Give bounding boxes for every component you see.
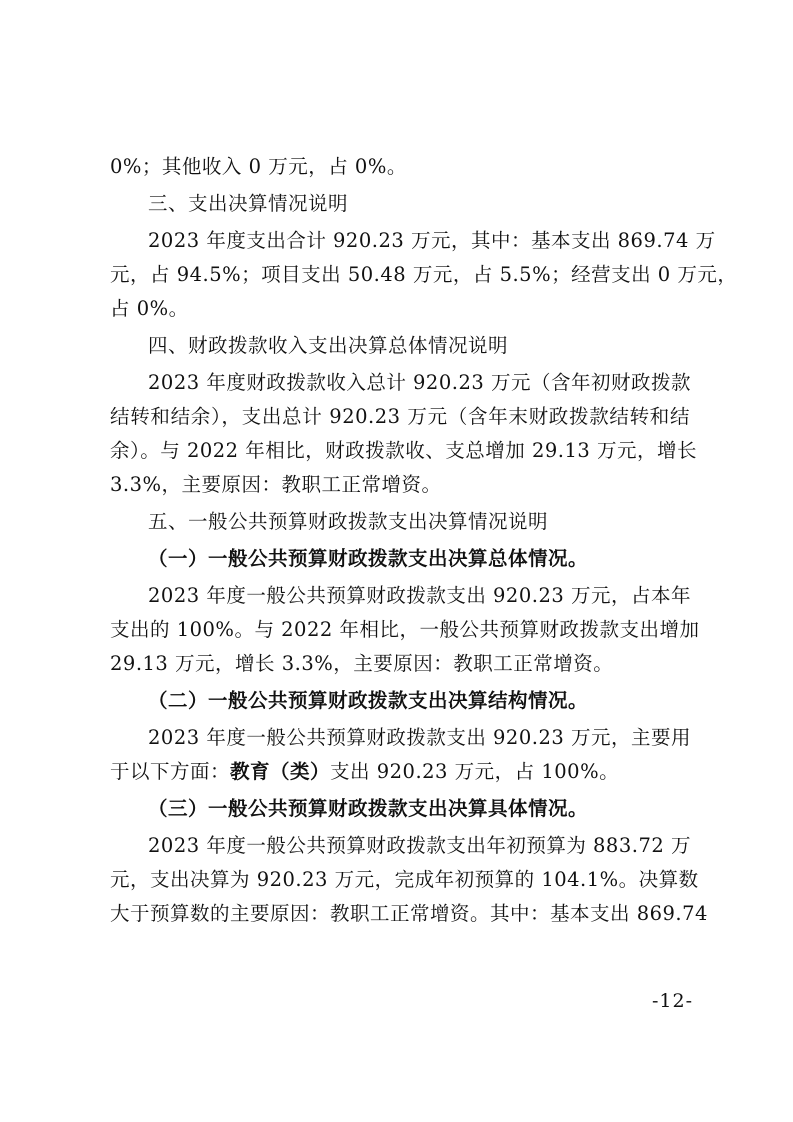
- paragraph-line: 2023 年度一般公共预算财政拨款支出年初预算为 883.72 万: [148, 834, 691, 857]
- subsection-heading-detail: （三）一般公共预算财政拨款支出决算具体情况。: [148, 797, 589, 820]
- paragraph-line: 占 0%。: [110, 297, 189, 320]
- category-bold-text: 教育（类）: [230, 760, 331, 783]
- paragraph-line: 结转和结余），支出总计 920.23 万元（含年末财政拨款结转和结: [110, 405, 690, 428]
- paragraph-line: 支出的 100%。与 2022 年相比，一般公共预算财政拨款支出增加: [110, 618, 700, 641]
- paragraph-line: 2023 年度一般公共预算财政拨款支出 920.23 万元，主要用: [148, 726, 691, 749]
- paragraph-line: 大于预算数的主要原因：教职工正常增资。其中：基本支出 869.74: [110, 902, 708, 925]
- page-number: -12-: [651, 990, 693, 1012]
- paragraph-line: 2023 年度财政拨款收入总计 920.23 万元（含年初财政拨款: [148, 371, 691, 394]
- paragraph-line: 29.13 万元，增长 3.3%，主要原因：教职工正常增资。: [110, 652, 614, 675]
- subsection-heading-structure: （二）一般公共预算财政拨款支出决算结构情况。: [148, 689, 589, 712]
- paragraph-line: 3.3%，主要原因：教职工正常增资。: [110, 473, 442, 496]
- section-heading-general-budget: 五、一般公共预算财政拨款支出决算情况说明: [148, 510, 549, 533]
- line-text: 于以下方面：: [110, 760, 231, 783]
- paragraph-line: 2023 年度一般公共预算财政拨款支出 920.23 万元，占本年: [148, 584, 691, 607]
- paragraph-line: [110, 755, 690, 789]
- paragraph-line: 余）。与 2022 年相比，财政拨款收、支总增加 29.13 万元，增长: [110, 439, 697, 462]
- paragraph-line: 元，占 94.5%；项目支出 50.48 万元，占 5.5%；经营支出 0 万元，: [110, 263, 738, 286]
- paragraph-line: 0%；其他收入 0 万元，占 0%。: [110, 155, 407, 178]
- line-text: 支出 920.23 万元，占 100%。: [330, 760, 620, 783]
- section-heading-fiscal-overall: 四、财政拨款收入支出决算总体情况说明: [148, 334, 509, 357]
- document-body: [110, 150, 738, 931]
- paragraph-line: 元，支出决算为 920.23 万元，完成年初预算的 104.1%。决算数: [110, 868, 699, 891]
- section-heading-expenditure: 三、支出决算情况说明: [148, 192, 349, 215]
- paragraph-line: 2023 年度支出合计 920.23 万元，其中：基本支出 869.74 万: [148, 229, 716, 252]
- subsection-heading-overall: （一）一般公共预算财政拨款支出决算总体情况。: [148, 547, 589, 570]
